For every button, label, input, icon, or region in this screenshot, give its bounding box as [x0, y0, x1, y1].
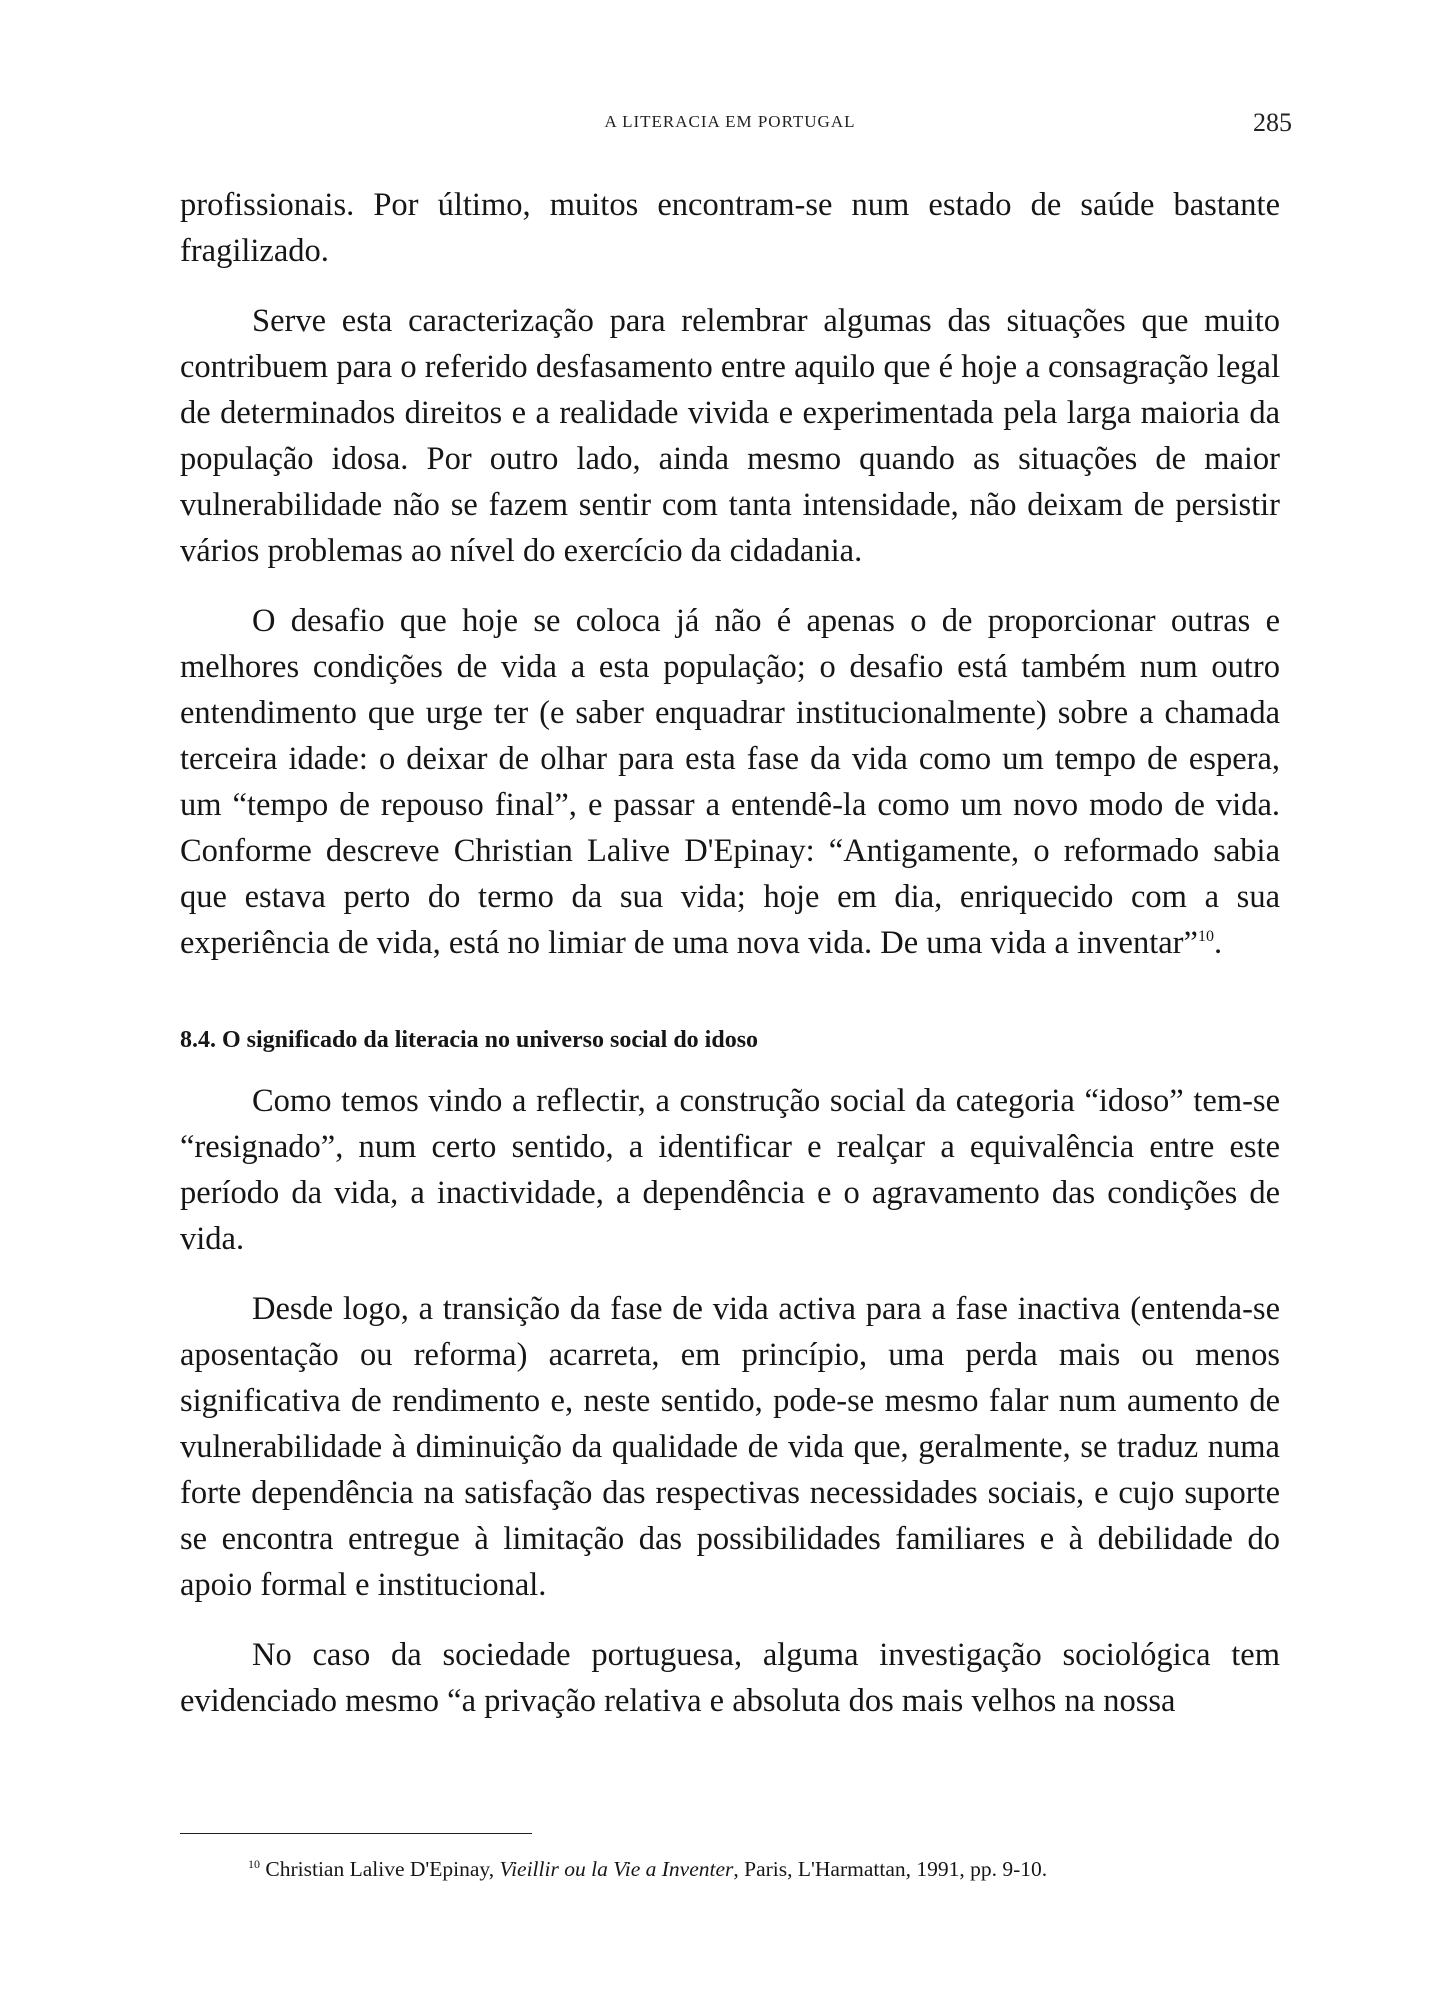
- footnote: [248, 1855, 1288, 1883]
- footnote-book-title: Vieillir ou la Vie a Inventer: [499, 1857, 734, 1881]
- footnote-divider: [180, 1833, 532, 1834]
- section-heading: 8.4. O significado da literacia no universo social do idoso: [180, 1027, 759, 1053]
- footnote-publication: , Paris, L'Harmattan, 1991, pp. 9-10.: [733, 1857, 1048, 1881]
- running-header: [180, 108, 1292, 148]
- section-paragraph: Desde logo, a transição da fase de vida activa para a fase inactiva (entenda-se aposentação ou reforma) acarreta, em princípio, uma perda mais ou menos significativa de rendimento e, neste sentido, pode-se mesmo falar num aumento de vulnerabilidade à diminuição da qualidade de vida que, geralmente, se traduz numa forte dependência na satisfação das respectivas necessidades sociais, e cujo suporte se encontra entregue à limitação das possibilidades familiares e à debilidade do apoio formal e institucional.: [180, 1291, 1280, 1603]
- body-text: [180, 182, 1280, 1724]
- running-title: A LITERACIA EM PORTUGAL: [604, 112, 856, 131]
- page-number: 285: [1253, 108, 1292, 137]
- paragraph-continuation: profissionais. Por último, muitos encontram-se num estado de saúde bastante fragilizado.: [180, 187, 1280, 269]
- paragraph-end-punctuation: .: [1213, 925, 1223, 961]
- footnote-number: 10: [248, 1856, 260, 1871]
- paragraph-with-footnote: [180, 598, 1280, 966]
- paragraph-text: O desafio que hoje se coloca já não é apenas o de proporcionar outras e melhores condições de vida a esta população; o desafio está também num outro entendimento que urge ter (e saber enquadrar institucionalmente) sobre a chamada terceira idade: o deixar de olhar para esta fase da vida como um tempo de espera, um “tempo de repouso final”, e passar a entendê-la como um novo modo de vida. Conforme descreve Christian Lalive D'Epinay: “Antigamente, o reformado sabia que estava perto do termo da sua vida; hoje em dia, enriquecido com a sua experiência de vida, está no limiar de uma nova vida. De uma vida a inventar”: [180, 603, 1280, 961]
- footnote-author: Christian Lalive D'Epinay,: [265, 1857, 495, 1881]
- section-paragraph: No caso da sociedade portuguesa, alguma investigação sociológica tem evidenciado mesmo “a privação relativa e absoluta dos mais velhos na nossa: [180, 1637, 1280, 1719]
- footnote-reference: 10: [1197, 928, 1214, 946]
- paragraph: Serve esta caracterização para relembrar algumas das situações que muito contribuem para o referido desfasamento entre aquilo que é hoje a consagração legal de determinados direitos e a realidade vivida e experimentada pela larga maioria da população idosa. Por outro lado, ainda mesmo quando as situações de maior vulnerabilidade não se fazem sentir com tanta intensidade, não deixam de persistir vários problemas ao nível do exercício da cidadania.: [180, 303, 1280, 569]
- section-paragraph: Como temos vindo a reflectir, a construção social da categoria “idoso” tem-se “resignado”, num certo sentido, a identificar e realçar a equivalência entre este período da vida, a inactividade, a dependência e o agravamento das condições de vida.: [180, 1083, 1280, 1257]
